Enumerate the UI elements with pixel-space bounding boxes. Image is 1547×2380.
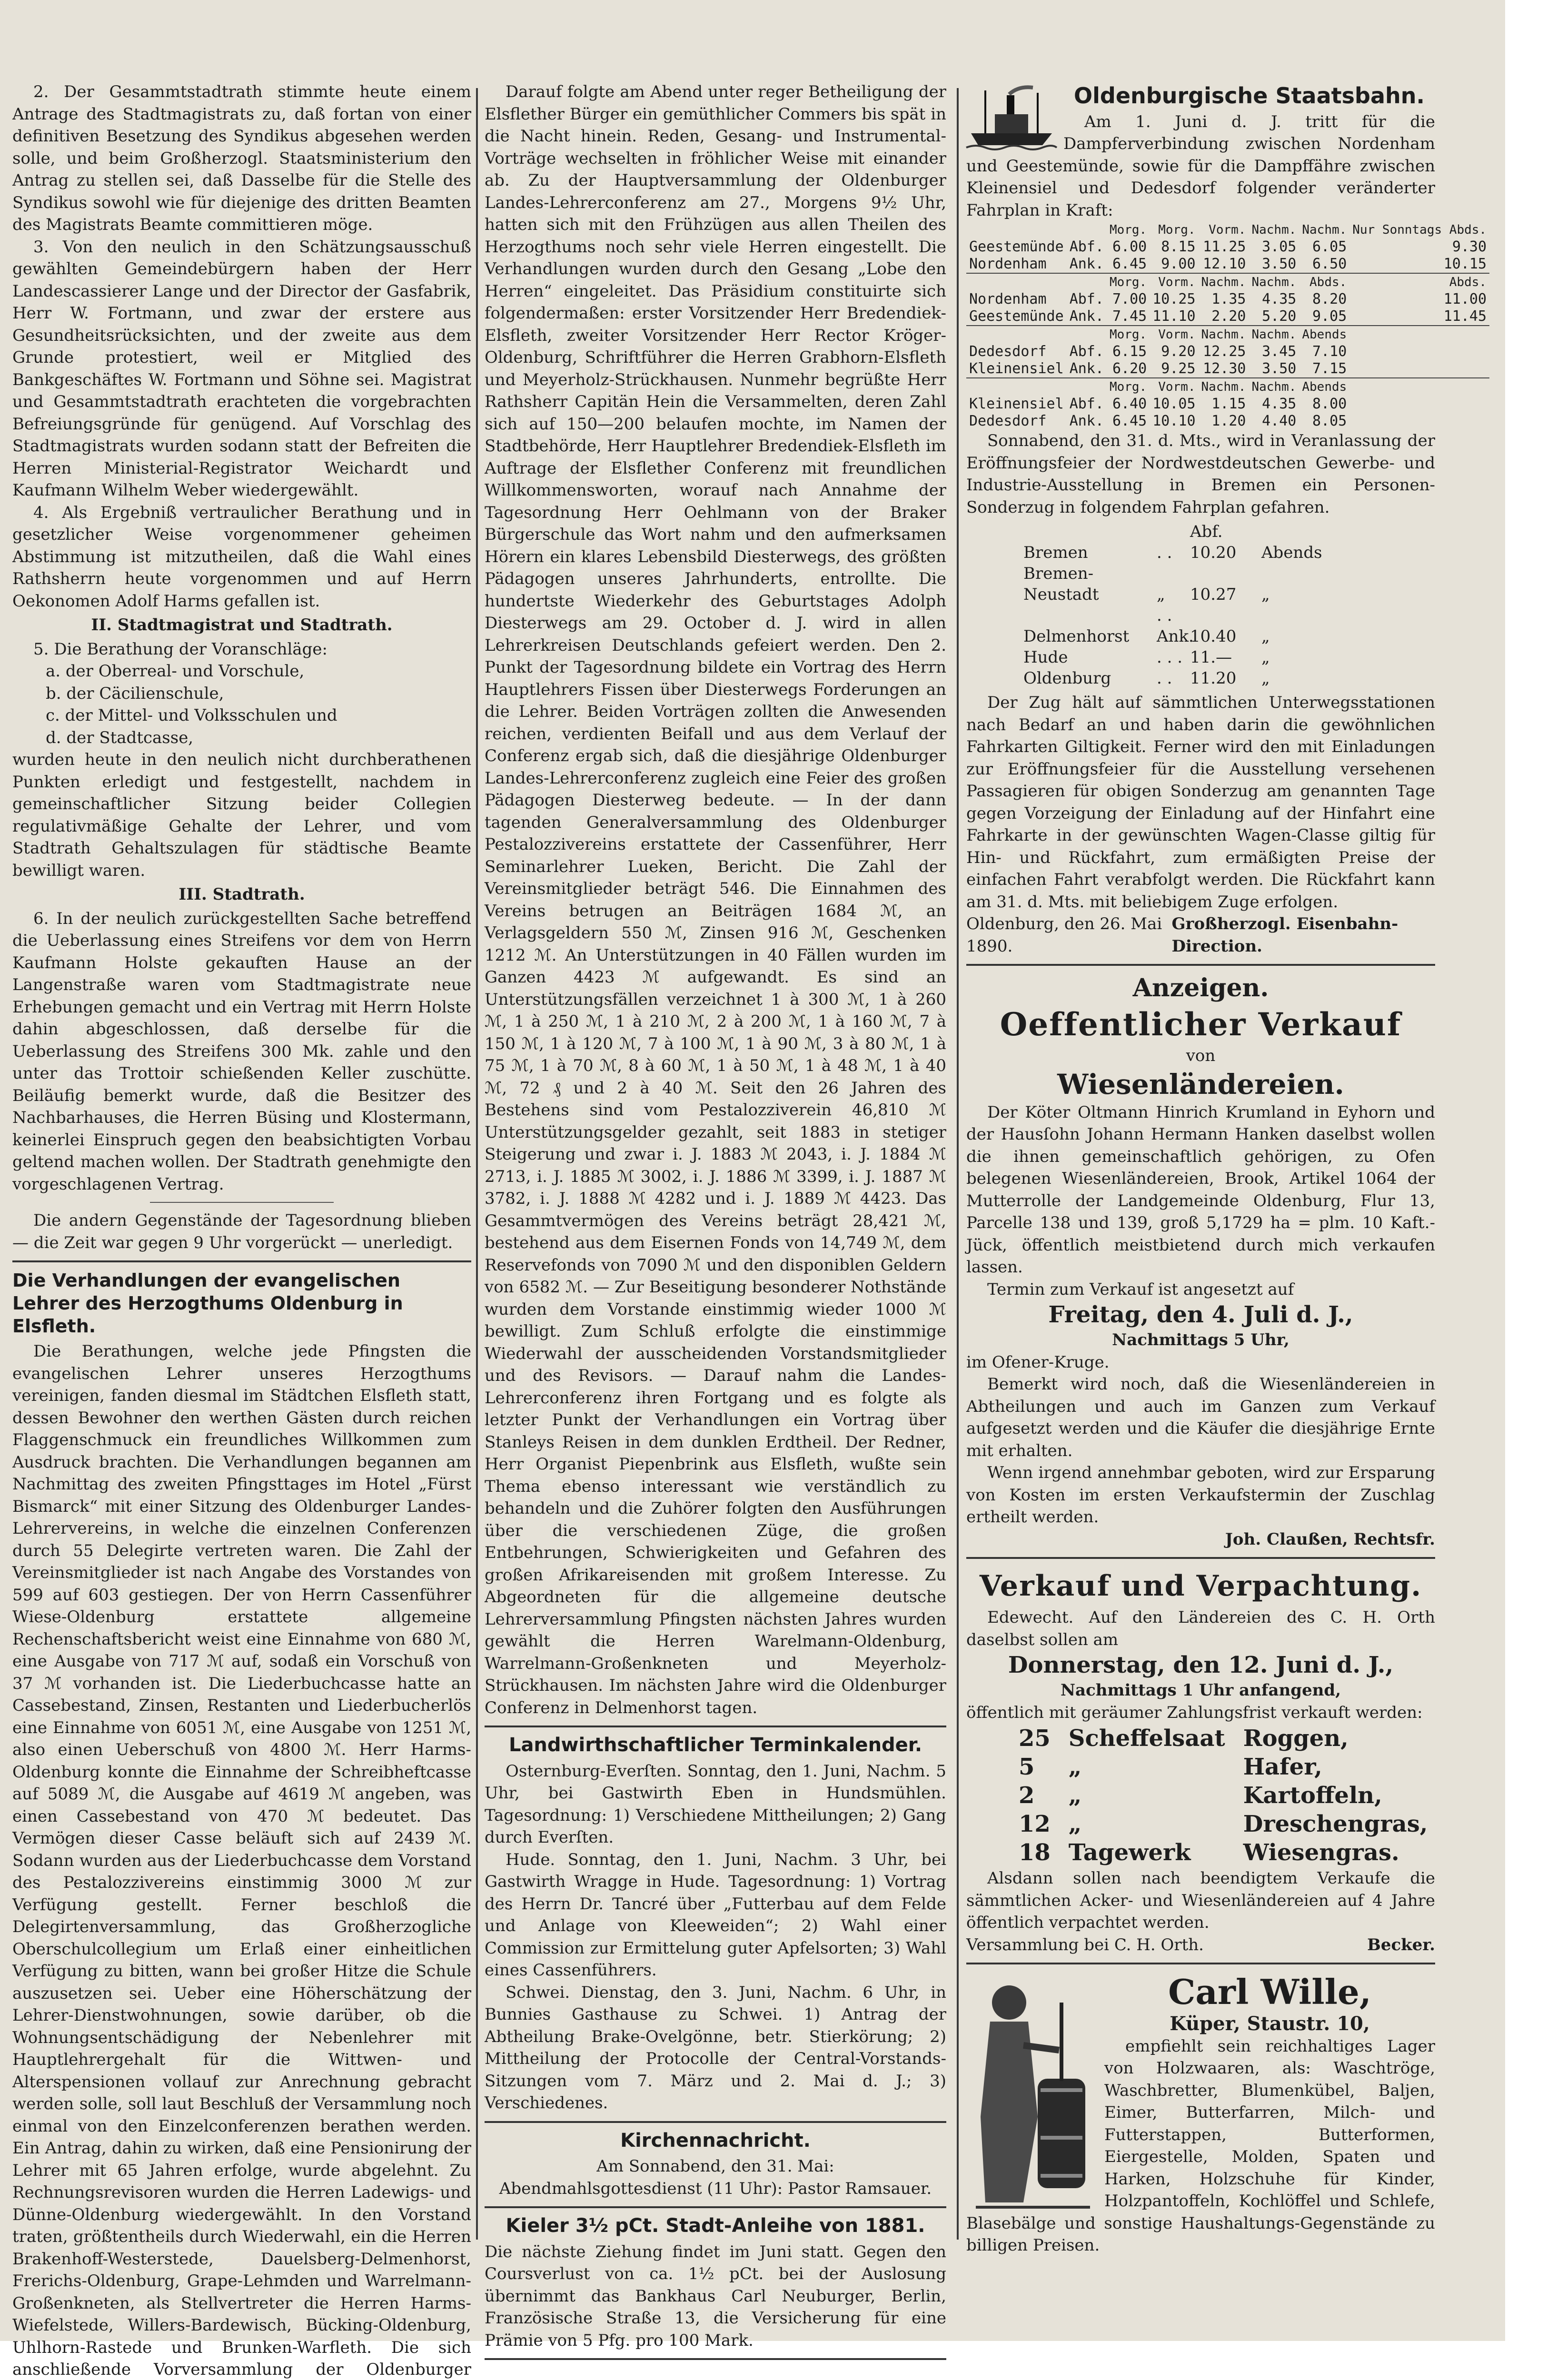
rail-signature: [966, 913, 1435, 957]
list-item: d. der Stadtcasse,: [46, 728, 194, 747]
table-cell: 1.15: [1211, 396, 1246, 412]
ad-verpachtung-date: Donnerstag, den 12. Juni d. J.,: [1008, 1652, 1394, 1678]
calendar-title: Landwirthschaftlicher Terminkalender.: [508, 1734, 922, 1756]
table-cell: Ank.: [1069, 413, 1104, 429]
divider: [966, 1557, 1435, 1559]
ad-verkauf-signature: Joh. Claußen, Rechtsfr.: [1225, 1529, 1435, 1549]
schedule-row: Oldenburg . . 11.20 „: [1023, 669, 1270, 688]
table-row: [966, 291, 1489, 308]
column-2: [485, 81, 946, 2350]
scan-border: [1505, 0, 1547, 2341]
divider: [966, 964, 1435, 966]
table-cell: 1.35: [1211, 291, 1246, 307]
paragraph-verhandlungen: Die Berathungen, welche jede Pfingsten die evangelischen Lehrer unseres Herzogthums vereinigen, fanden diesmal im Städtchen Elsfleth statt, dessen Bewohner den werthen Gästen durch reichen Flaggenschmuck ein freundliches Willkommen zum Ausdruck brachten. Die Verhandlungen begannen am Nachmittag des zweiten Pfingsttages im Hotel „Fürst Bismarck“ mit einer Sitzung des Oldenburger Landes-Lehrervereins, in welche die einzelnen Conferenzen durch 55 Delegirte vertreten waren. Die Zahl der Vereinsmitglieder ist nach Angabe des Vorstandes von 599 auf 603 gestiegen. Der von Herrn Cassenführer Wiese-Oldenburg erstattete allgemeine Rechenschaftsbericht weist eine Einnahme von 680 ℳ, eine Ausgabe von 717 ℳ auf, sodaß ein Vorschuß von 37 ℳ vorhanden ist. Die Liederbuchcasse hatte an Cassebestand, Zinsen, Restanten und Liederbucherlös eine Einnahme von 6051 ℳ, eine Ausgabe von 1251 ℳ, also einen Ueberschuß von 4800 ℳ. Herr Harms-Oldenburg konnte die Einnahme der Schreibheftcasse auf 5089 ℳ, die Ausgabe auf 4619 ℳ angeben, was einen Cassebestand von 470 ℳ bedeutet. Das Vermögen dieser Casse beläuft sich auf 2439 ℳ. Sodann wurden aus der Liederbuchcasse dem Vorstand des Pestalozzivereins einstimmig 3000 ℳ zur Verfügung gestellt. Ferner beschloß die Delegirtenversammlung, das Großherzogliche Oberschulcollegium um Erlaß einer einheitlichen Verfügung zu bitten, wann bei großer Hitze die Schule auszusetzen sei. Ueber eine Höherschätzung der Lehrer-Dienstwohnungen, sowie darüber, ob die Wohnungsentschädigung der Nebenlehrer mit Hauptlehrergehalt für die Wittwen- und Alterspensionen vollauf zur Anrechnung gebracht werden solle, soll laut Beschluß der Versammlung noch einmal von den Einzelconferenzen berathen werden. Ein Antrag, dahin zu wirken, daß eine Pensionirung der Lehrer mit 65 Jahren erfolge, wurde abgelehnt. Zu Rechnungsrevisoren wurden die Herren Ladewigs- und Dünne-Oldenburg wiedergewählt. In den Vorstand traten, größtentheils durch Wiederwahl, ein die Herren Brakenhoff-Westerstede, Dauelsberg-Delmenhorst, Frerichs-Oldenburg, Grape-Lehmden und Warrelmann-Großenkneten, als Stellvertreter die Herren Harms-Wiefelstede, Willers-Bardewisch, Bücking-Oldenburg, Uhlhorn-Rastede und Brunken-Warfleth. Die sich anschließende Vorversammlung der Oldenburger: [12, 1342, 471, 2379]
article-title-lehrer: Die Verhandlungen der evangelischen Lehrer des Herzogthums Oldenburg in Elsfleth.: [12, 1270, 403, 1337]
rail-date: Oldenburg, den 26. Mai 1890.: [966, 914, 1162, 956]
table-cell: 12.25: [1203, 343, 1246, 360]
table-cell: 10.10: [1152, 413, 1196, 429]
station-cell: Nordenham: [969, 291, 1047, 307]
table-header: Morg.: [1107, 326, 1150, 343]
table-cell: 11.10: [1152, 308, 1196, 325]
paragraph-commers: Darauf folgte am Abend unter reger Betheiligung der Elsflether Bürger ein gemüthlicher Commers bis spät in die Nacht hinein. Reden, Gesang- und Instrumental-Vorträge wechselten in fröhlicher Weise mit einander ab. Zu der Hauptversammlung der Oldenburger Landes-Lehrerconferenz am 27., Morgens 9½ Uhr, hatten sich mit den Frühzügen aus allen Theilen des Herzogthums noch sehr viele Herren eingestellt. Die Verhandlungen wurden durch den Gesang „Lobe den Herren“ eingeleitet. Das Präsidium constituirte sich folgendermaßen: erster Vorsitzender Herr Bredendiek-Elsfleth, zweiter Vorsitzender Herr Rector Kröger-Oldenburg, Schriftführer die Herren Grabhorn-Elsfleth und Meyerholz-Strückhausen. Nunmehr begrüßte Herr Rathsherr Capitän Hein die Versammelten, deren Zahl sich auf 150—200 belaufen mochte, im Namen der Stadtbehörde, Herr Hauptlehrer Bredendiek-Elsfleth im Auftrage der Elsflether Conferenz mit freundlichen Willkommensworten, worauf nach Annahme der Tagesordnung Herr Oehlmann von der Braker Bürgerschule das Wort nahm und den aufmerksamen Hörern ein klares Lebensbild Diesterwegs, des größten Pädagogen unseres Jahrhunderts, entrollte. Die hundertste Wiederkehr des Geburtstages Adolph Diesterwegs am 29. October d. J. wird in allen Lehrerkreisen Deutschlands gefeiert werden. Den 2. Punkt der Tagesordnung bildete ein Vortrag des Herrn Hauptlehrers Fissen über Diesterwegs Forderungen an die Lehrer. Beiden Vorträgen zollten die Anwesenden reichen, verdienten Beifall und aus dem Verlauf der Conferenz ergab sich, daß die diesjährige Oldenburger Landes-Lehrerconferenz zugleich eine Feier des großen Pädagogen Diesterweg bedeute. — In der dann tagenden Generalversammlung des Oldenburger Pestalozzivereins erstattete der Cassenführer, Herr Seminarlehrer Lueken, Bericht. Die Zahl der Vereinsmitglieder beträgt 546. Die Einnahmen des Vereins betrugen an Beiträgen 1684 ℳ, an Verlagsgeldern 550 ℳ, Zinsen 916 ℳ, Geschenken 1212 ℳ. An Unterstützungen in 40 Fällen wurden im Ganzen 4423 ℳ aufgewandt. Es sind an Unterstützungsfällen verzeichnet 1 à 300 ℳ, 1 à 260 ℳ, 1 à 250 ℳ, 1 à 210 ℳ, 2 à 200 ℳ, 1 à 160 ℳ, 7 à 150 ℳ, 1 à 120 ℳ, 7 à 100 ℳ, 1 à 90 ℳ, 3 à 80 ℳ, 1 à 75 ℳ, 1 à 70 ℳ, 8 à 60 ℳ, 1 à 50 ℳ, 1 à 48 ℳ, 1 à 40 ℳ, 72 ₰ und 2 à 40 ℳ. Seit den 26 Jahren des Bestehens sind vom Pestalozziverein 46,810 ℳ Unterstützungsgelder gezahlt, seit 1883 in stetiger Steigerung und zwar i. J. 1883 ℳ 2043, i. J. 1884 ℳ 2713, i. J. 1885 ℳ 3002, i. J. 1886 ℳ 3399, i. J. 1887 ℳ 3782, i. J. 1888 ℳ 4282 und i. J. 1889 ℳ 4423. Das Gesammtvermögen des Vereins beträgt 28,421 ℳ, bestehend aus dem Eisernen Fonds von 14,749 ℳ, dem Reservefonds von 7090 ℳ und den disponiblen Geldern von 6582 ℳ. — Zur Beseitigung besonderer Nothstände wurden dem Vorstande einstimmig wieder 1000 ℳ bewilligt. Zum Schluß erfolgte die einstimmige Wiederwahl der ausscheidenden Vorstandsmitglieder und des Revisors. — Darauf nahm die Landes-Lehrerconferenz ihren Fortgang und es folgte als letzter Punkt der Verhandlungen ein Vortrag über Stanleys Reisen in dem dunklen Erdtheil. Der Redner, Herr Organist Piepenbrink aus Elsfleth, wußte sein Thema ebenso interessant wie verständlich zu behandeln und die Zuhörer folgten den Ausführungen über die verschiedenen Züge, die großen Entbehrungen, Schwierigkeiten und Gefahren des großen Afrikareisenden mit großem Interesse. Zu Abgeordneten für die allgemeine deutsche Lehrerversammlung Pfingsten nächsten Jahres wurden gewählt die Herren Warelmann-Oldenburg, Warrelmann-Großenkneten und Meyerholz-Strückhausen. Im nächsten Jahre wird die Oldenburger Conferenz in Delmenhorst tagen.: [485, 82, 946, 1717]
table-cell: 6.50: [1312, 256, 1347, 272]
column-3: [966, 81, 1487, 2255]
table-cell: Abf.: [1069, 291, 1104, 307]
divider: [12, 1260, 471, 1262]
table-header: Morg.: [1107, 273, 1150, 291]
table-header: Morg.: [1107, 378, 1150, 396]
table-row: [966, 256, 1489, 273]
list-item: c. der Mittel- und Volksschulen und: [46, 706, 337, 725]
column-1: [12, 81, 471, 2379]
ad-verkauf-title: Oeffentlicher Verkauf: [1000, 1006, 1402, 1043]
section-heading-2: II. Stadtmagistrat und Stadtrath.: [91, 615, 393, 635]
table-cell: 10.25: [1152, 291, 1196, 307]
ads-heading: Anzeigen.: [1132, 973, 1269, 1002]
table-header: Abends: [1299, 378, 1349, 396]
table-cell: 5.20: [1262, 308, 1297, 325]
table-row: [966, 343, 1489, 360]
ad-verkauf-note: Bemerkt wird noch, daß die Wiesenländereien in Abtheilungen und auch im Ganzen zum Verkauf aufgesetzt werden und die Käufer die diesjährige Ernte mit erhalten.: [966, 1375, 1435, 1460]
table-row: 12 „ Dreschengras,: [1019, 1811, 1428, 1837]
table-cell: 9.30: [1452, 238, 1487, 255]
table-header: Nachm.: [1249, 273, 1299, 291]
kiel-title: Kieler 3½ pCt. Stadt-Anleihe von 1881.: [506, 2215, 925, 2237]
ad-verpachtung-text3: Alsdann sollen nach beendigtem Verkaufe die sämmtlichen Acker- und Wiesenländereien auf 4 Jahre öffentlich verpachtet werden.: [966, 1869, 1435, 1932]
ad-verkauf-text: Der Köter Oltmann Hinrich Krumland in Eyhorn und der Hausſohn Johann Hermann Hanken daselbst wollen die ihnen gemeinschaftlich gehörigen, zu Ofen belegenen Wiesenländereien, Brook, Artikel 1064 der Mutterrolle der Landgemeinde Oldenburg, Flur 13, Parcelle 138 und 139, groß 5,1729 ha = plm. 10 Kaft.-Jück, öffentlich meistbietend durch mich verkaufen lassen.: [966, 1102, 1435, 1277]
table-cell: 12.10: [1203, 256, 1246, 272]
table-cell: 11.45: [1443, 308, 1487, 325]
rail-conditions-text: Der Zug hält auf sämmtlichen Unterwegsstationen nach Bedarf an und haben darin die gewöhnlichen Fahrkarten Giltigkeit. Ferner wird den mit Einladungen zur Eröffnungsfeier für die Ausstellung versehenen Passagieren für obigen Sonderzug am genannten Tage gegen Vorzeigung der Einladung auf der Hinfahrt eine Fahrkarte in der gewünschten Wagen-Classe giltig für Hin- und Rückfahrt, zum ermäßigten Preise der einfachen Fahrt verabfolgt werden. Die Rückfahrt kann am 31. d. Mts. mit beliebigem Zuge erfolgen.: [966, 693, 1435, 912]
table-cell: Abf.: [1069, 238, 1104, 255]
schedule-row: Bremen . .Abf. 10.20 Abends: [1023, 522, 1322, 562]
table-cell: 2.20: [1211, 308, 1246, 325]
table-cell: 8.00: [1312, 396, 1347, 412]
table-header: Nachm.: [1251, 223, 1297, 237]
rail-title: Oldenburgische Staatsbahn.: [1074, 83, 1425, 109]
ad-verpachtung-text2: öffentlich mit geräumer Zahlungsfrist verkauft werden:: [966, 1703, 1423, 1722]
table-row: [966, 413, 1489, 430]
ad-verkauf-termin: Termin zum Verkauf ist angesetzt auf: [987, 1279, 1294, 1299]
ad-wille-text: empfiehlt sein reichhaltiges Lager von Holzwaaren, als: Waschtröge, Waschbretter, Blumenkübel, Baljen, Eimer, Butterfarren, Milch- und Futterstappen, Butterformen, Eiergestelle, Molden, Spaten und Harken, Holzschuhe für Kinder, Holzpantoffeln, Kochlöffel und Schlefe, Blasebälge und sonstige Haushaltungs-Gegenstände zu billigen Preisen.: [966, 2036, 1435, 2255]
table-header: Nachm.: [1249, 378, 1299, 396]
station-cell: Kleinensiel: [969, 396, 1064, 412]
table-cell: 3.45: [1262, 343, 1297, 360]
table-row: 5 „ Hafer,: [1019, 1754, 1322, 1780]
table-row: 18 Tagewerk Wiesengras.: [1019, 1839, 1399, 1866]
paragraph-schaetzungsausschuss: 3. Von den neulich in den Schätzungsausschuß gewählten Gemeindebürgern haben der Herr Landescassierer Lange und der Director der Gasfabrik, Herr W. Fortmann, und zwar der erstere aus Gesundheitsrücksichten, und der zweite aus dem Grunde protestiert, weil er Mitglied des Bankgeschäftes W. Fortmann und Söhne sei. Magistrat und Gesammtstadtrath erachteten die vorgebrachten Befreiungsgründe für genügend. Auf Vorschlag des Stadtmagistrats wurden sodann statt der Befreiten die Herren Ministerial-Registrator Weichardt und Kaufmann Wilhelm Weber wiedergewählt.: [12, 237, 471, 500]
table-cell: 4.40: [1262, 413, 1297, 429]
kiel-text: Die nächste Ziehung findet im Juni statt. Gegen den Coursverlust von ca. 1½ pCt. bei der Auslosung übernimmt das Bankhaus Carl Neuburger, Berlin, Französische Straße 13, die Versicherung für eine Prämie von 5 Pfg. pro 100 Mark.: [485, 2242, 946, 2350]
table-cell: 10.05: [1152, 396, 1196, 412]
ad-verpachtung-signature: Versammlung bei C. H. Orth. Becker.: [966, 1935, 1435, 1954]
table-cell: 7.45: [1112, 308, 1147, 325]
ad-verkauf-subtitle: Wiesenländereien.: [1057, 1068, 1344, 1101]
paragraph-voranschlaege: 5. Die Berathung der Voranschläge:: [33, 639, 328, 659]
ad-verpachtung-text: Edewecht. Auf den Ländereien des C. H. Orth daselbst sollen am: [966, 1608, 1435, 1649]
table-cell: 9.00: [1161, 256, 1196, 272]
table-header: Nachm.: [1302, 223, 1347, 237]
table-cell: 7.15: [1312, 360, 1347, 377]
table-header: Abds.: [1349, 273, 1489, 291]
table-header: Nur Sonntags Abds.: [1352, 223, 1487, 237]
rail-text: Am 1. Juni d. J. tritt für die Dampferverbindung zwischen Nordenham und Geestemünde, sowie für die Dampffähre zwischen Kleinensiel und Dedesdorf folgender veränderter Fahrplan in Kraft:: [966, 112, 1435, 220]
ad-wille-subtitle: Küper, Staustr. 10,: [1170, 2013, 1370, 2035]
rail-authority: Großherzogl. Eisenbahn-Direction.: [1171, 914, 1398, 956]
table-cell: 11.25: [1203, 238, 1246, 255]
cooper-woman-illustration-icon: [966, 1974, 1095, 2212]
timetable-1: [966, 221, 1489, 430]
table-cell: 3.50: [1262, 360, 1297, 377]
table-cell: 1.20: [1211, 413, 1246, 429]
calendar-entry: Hude. Sonntag, den 1. Juni, Nachm. 3 Uhr, bei Gastwirth Wragge in Hude. Tagesordnung: 1) Vortrag des Herrn Dr. Tancré über „Futterbau auf dem Felde und Anlage von Kleeweiden“; 2) Wahl einer Commission zur Ermittelung guter Apfelsorten; 3) Wahl eines Cassenführers.: [485, 1850, 946, 1980]
paragraph-rathsherr: 4. Als Ergebniß vertraulicher Berathung und in gesetzlicher Weise vorgenommener geheimen Abstimmung ist mitzutheilen, daß die Wahl eines Rathsherrn heute vorgenommen und auf Herrn Oekonomen Adolf Harms gefallen ist.: [12, 503, 471, 611]
schedule-row: Delmenhorst. . Ank.10.40 „: [1023, 606, 1270, 646]
ad-verkauf-date: Freitag, den 4. Juli d. J.,: [1048, 1301, 1353, 1328]
schedule-row: Bremen-Neustadt „ 10.27 „: [1023, 564, 1270, 604]
church-service: Abendmahlsgottesdienst (11 Uhr): Pastor Ramsauer.: [499, 2179, 932, 2198]
church-title: Kirchennachricht.: [620, 2129, 811, 2152]
ad-verkauf-place: im Ofener-Kruge.: [966, 1352, 1110, 1372]
table-cell: 3.05: [1262, 238, 1297, 255]
table-cell: 12.30: [1203, 360, 1246, 377]
table-cell: 4.35: [1262, 291, 1297, 307]
table-cell: 8.05: [1312, 413, 1347, 429]
table-cell: 6.40: [1112, 396, 1147, 412]
station-cell: Dedesdorf: [969, 343, 1047, 360]
table-header: Vorm.: [1209, 223, 1246, 237]
table-cell: 9.05: [1312, 308, 1347, 325]
paragraph-syndikus: 2. Der Gesammtstadtrath stimmte heute einem Antrage des Stadtmagistrats zu, daß fortan von einer definitiven Besetzung des Syndikus abgesehen werden solle, und beim Großherzogl. Staatsministerium den Antrag zu stellen sei, daß Dasselbe für die Stelle des Syndikus sowohl wie für diejenige des dritten Beamten des Magistrats Beamte committieren möge.: [12, 82, 471, 234]
table-cell: 6.15: [1112, 343, 1147, 360]
ad-verpachtung-time: Nachmittags 1 Uhr anfangend,: [1060, 1681, 1341, 1700]
divider: [485, 1726, 946, 1727]
calendar-entry: Osternburg-Everſten. Sonntag, den 1. Juni, Nachm. 5 Uhr, bei Gastwirth Eben in Hundsmühlen. Tagesordnung: 1) Verschiedene Mittheilungen; 2) Gang durch Everſten.: [485, 1761, 946, 1847]
table-cell: 6.45: [1112, 256, 1147, 272]
table-row: [966, 396, 1489, 413]
table-cell: Abf.: [1069, 396, 1104, 412]
paragraph-unerledigt: Die andern Gegenstände der Tagesordnung blieben — die Zeit war gegen 9 Uhr vorgerückt — unerledigt.: [12, 1211, 471, 1252]
church-date: Am Sonnabend, den 31. Mai:: [596, 2157, 834, 2176]
list-item: a. der Oberreal- und Vorschule,: [46, 662, 305, 681]
table-header: Nachm.: [1249, 326, 1299, 343]
table-cell: 6.00: [1112, 238, 1147, 255]
rail-sonderzug-text: Sonnabend, den 31. d. Mts., wird in Veranlassung der Eröffnungsfeier der Nordwestdeutschen Gewerbe- und Industrie-Ausstellung in Bremen ein Personen-Sonderzug in folgendem Fahrplan gefahren.: [966, 431, 1435, 517]
paragraph-holste: 6. In der neulich zurückgestellten Sache betreffend die Ueberlassung eines Streifens vor dem von Herrn Kaufmann Holste gekauften Hause an der Langenstraße waren vom Stadtmagistrate neue Erhebungen gemacht und ein Vertrag mit Herrn Holste dahin abgeschlossen, daß derselbe für die Ueberlassung des Streifens 300 Mk. zahle und den unter das Trottoir schießenden Keller zuschütte. Beiläufig bemerkt wurde, daß die Besitzer des Nachbarhauses, die Herren Büsing und Klostermann, keinerlei Einspruch gegen den beabsichtigten Vorbau geltend machen wollen. Der Stadtrath genehmigte den vorgeschlagenen Vertrag.: [12, 909, 471, 1194]
table-row: [966, 360, 1489, 378]
table-cell: Ank.: [1069, 308, 1104, 325]
table-header: Vorm.: [1150, 378, 1198, 396]
table-row: 2 „ Kartoffeln,: [1019, 1782, 1382, 1809]
table-header: Nachm.: [1199, 273, 1249, 291]
station-cell: Kleinensiel: [969, 360, 1064, 377]
table-cell: 11.00: [1443, 291, 1487, 307]
table-cell: 8.15: [1161, 238, 1196, 255]
calendar-entry: Schwei. Dienstag, den 3. Juni, Nachm. 6 Uhr, in Bunnies Gasthause zu Schwei. 1) Antrag der Abtheilung Brake-Ovelgönne, betr. Stierkörung; 2) Mittheilung der Protocolle der Central-Vorstands-Sitzungen vom 7. März und 2. Mai d. J.; 3) Verschiedenes.: [485, 1983, 946, 2112]
paragraph-erledigt: wurden heute in den neulich nicht durchberathenen Punkten erledigt und festgestellt, nachdem in gemeinschaftlicher Sitzung beider Collegien regulativmäßige Gehalte der Lehrer, und vom Stadtrath Gehaltszulagen für städtische Beamte bewilligt waren.: [12, 750, 471, 880]
table-cell: 7.00: [1112, 291, 1147, 307]
table-header: Vorm.: [1150, 273, 1198, 291]
table-row: [966, 308, 1489, 326]
divider: [150, 1202, 334, 1203]
table-cell: 6.05: [1312, 238, 1347, 255]
list-item: b. der Cäcilienschule,: [46, 684, 224, 703]
table-header: Morg.: [1109, 223, 1147, 237]
table-cell: 10.15: [1443, 256, 1487, 272]
ad-verkauf-note2: Wenn irgend annehmbar geboten, wird zur Ersparung von Kosten im ersten Verkaufstermin der Zuschlag ertheilt werden.: [966, 1463, 1435, 1527]
ad-verkauf-time: Nachmittags 5 Uhr,: [1112, 1330, 1289, 1349]
divider: [485, 2206, 946, 2208]
table-cell: Abf.: [1069, 343, 1104, 360]
table-cell: 7.10: [1312, 343, 1347, 360]
ad-wille-title: Carl Wille,: [1168, 1972, 1371, 2012]
station-cell: Dedesdorf: [969, 413, 1047, 429]
station-cell: Geestemünde: [969, 308, 1064, 325]
table-cell: Ank.: [1069, 360, 1104, 377]
divider: [485, 2358, 946, 2360]
table-cell: 6.20: [1112, 360, 1147, 377]
divider: [966, 1963, 1435, 1964]
table-header: Abends: [1299, 326, 1349, 343]
goods-table: [1009, 1724, 1437, 1867]
sonderzug-schedule: [1023, 521, 1435, 689]
table-cell: 3.50: [1262, 256, 1297, 272]
table-cell: 9.20: [1161, 343, 1196, 360]
column-divider: [476, 88, 478, 2240]
table-header: Morg.: [1158, 223, 1196, 237]
section-heading-3: III. Stadtrath.: [178, 885, 305, 904]
divider: [485, 2121, 946, 2123]
table-cell: 8.20: [1312, 291, 1347, 307]
table-cell: 9.25: [1161, 360, 1196, 377]
table-cell: 6.45: [1112, 413, 1147, 429]
ad-verkauf-von: von: [1186, 1046, 1216, 1065]
station-cell: Geestemünde: [969, 238, 1064, 255]
steamship-icon: [966, 81, 1057, 152]
table-header: Vorm.: [1150, 326, 1198, 343]
table-cell: Ank.: [1069, 256, 1104, 272]
table-cell: 4.35: [1262, 396, 1297, 412]
table-header: Abds.: [1299, 273, 1349, 291]
table-row: [966, 238, 1489, 256]
table-header: Nachm.: [1199, 378, 1249, 396]
station-cell: Nordenham: [969, 256, 1047, 272]
schedule-row: Hude . . . 11.— „: [1023, 648, 1270, 667]
table-header: Nachm.: [1199, 326, 1249, 343]
ad-verpachtung-title: Verkauf und Verpachtung.: [979, 1569, 1422, 1603]
column-divider: [957, 88, 959, 2240]
table-row: 25 Scheffelsaat Roggen,: [1019, 1725, 1349, 1752]
